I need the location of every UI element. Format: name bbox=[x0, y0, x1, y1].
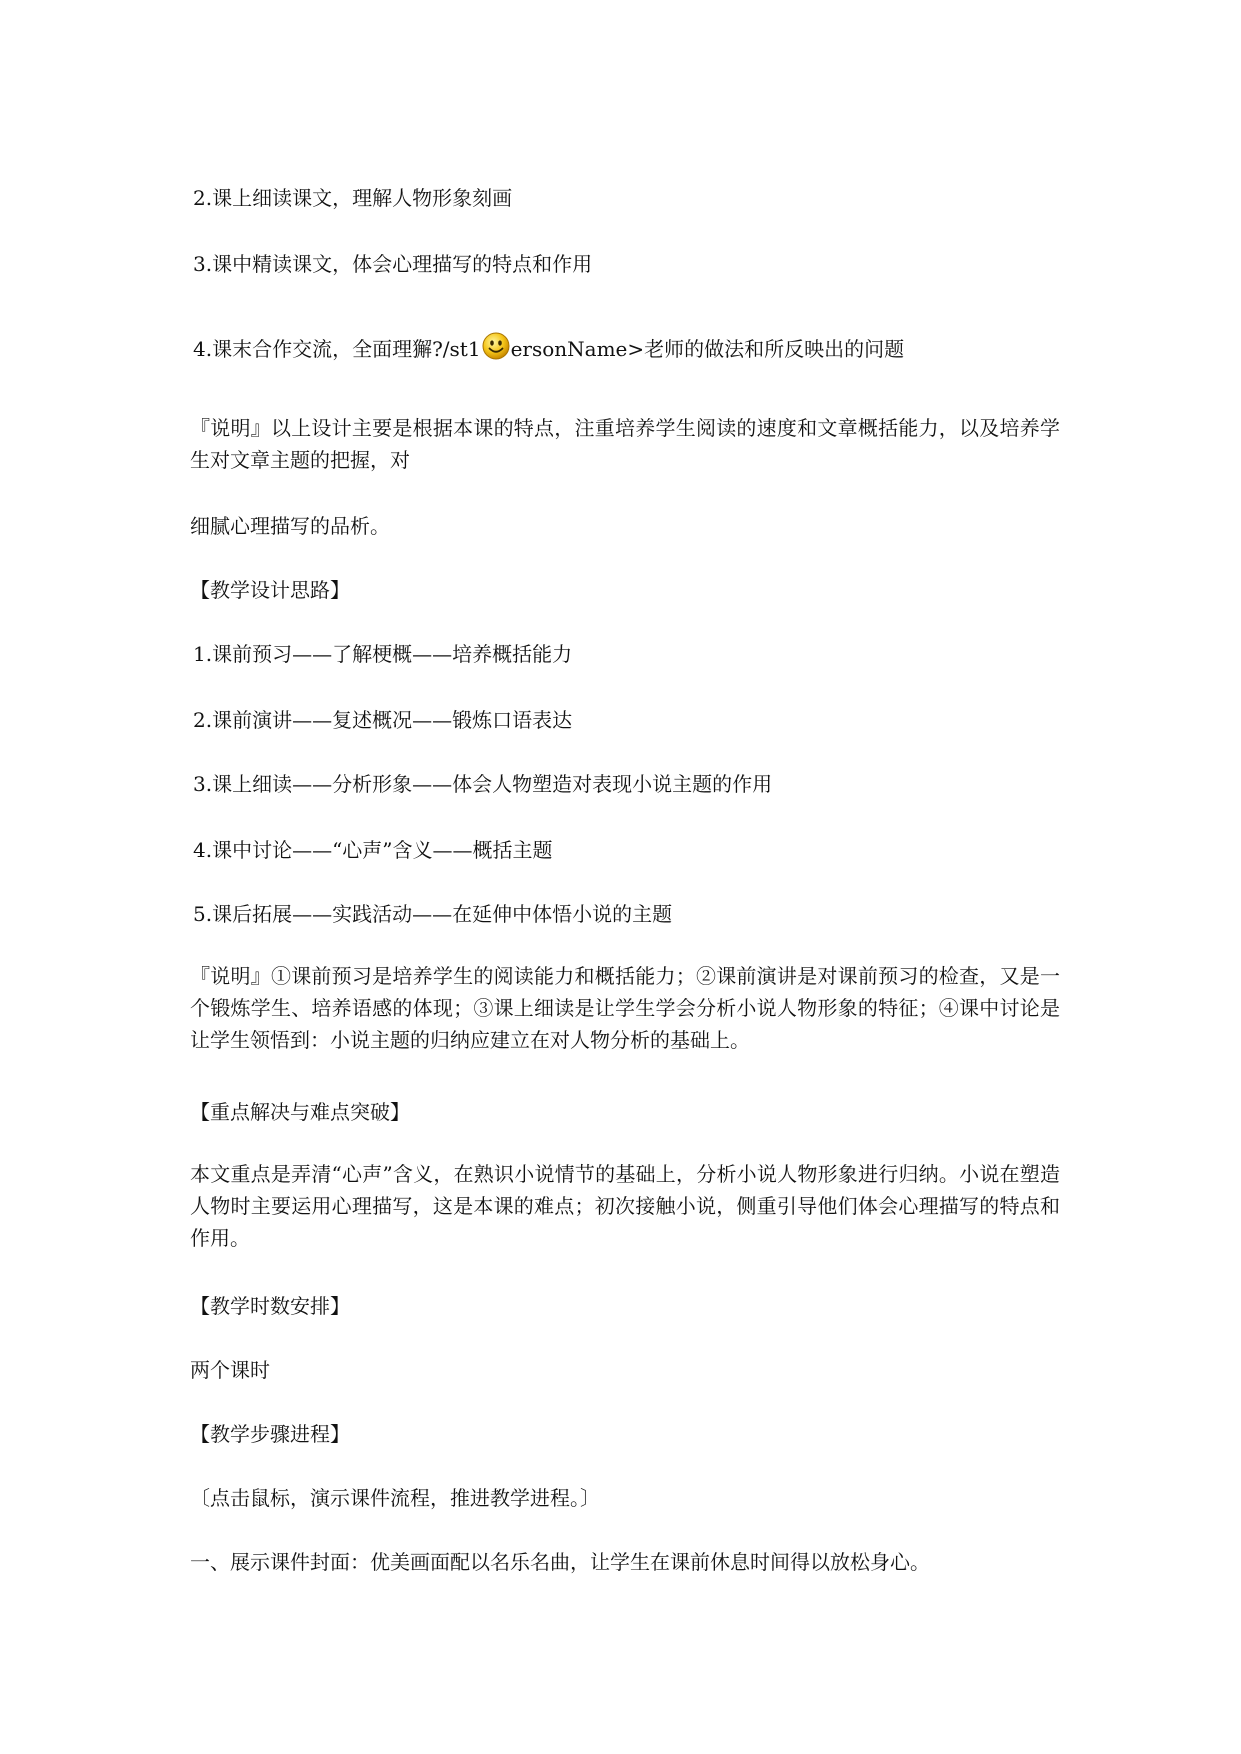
design-step-1: 1.课前预习——了解梗概——培养概括能力 bbox=[193, 642, 573, 666]
design-step-2: 2.课前演讲——复述概况——锻炼口语表达 bbox=[193, 708, 573, 732]
design-step-3: 3.课上细读——分析形象——体会人物塑造对表现小说主题的作用 bbox=[193, 772, 773, 796]
smiley-icon bbox=[482, 332, 510, 360]
heading-teaching-steps: 【教学步骤进程】 bbox=[190, 1422, 350, 1446]
key-points-paragraph: 本文重点是弄清“心声”含义，在熟识小说情节的基础上，分析小说人物形象进行归纳。小说在塑造人物时主要运用心理描写，这是本课的难点；初次接触小说，侧重引导他们体会心理描写的特点和作用。 bbox=[190, 1162, 1060, 1250]
design-step-5: 5.课后拓展——实践活动——在延伸中体悟小说的主题 bbox=[193, 902, 673, 926]
design-step-4: 4.课中讨论——“心声”含义——概括主题 bbox=[193, 838, 553, 862]
heading-teaching-hours: 【教学时数安排】 bbox=[190, 1294, 350, 1318]
heading-key-difficult-points: 【重点解决与难点突破】 bbox=[190, 1100, 410, 1124]
plan-line-4 bbox=[193, 332, 1073, 365]
plan-line-2: 2.课上细读课文，理解人物形象刻画 bbox=[193, 186, 513, 210]
plan-line-3: 3.课中精读课文，体会心理描写的特点和作用 bbox=[193, 252, 593, 276]
plan-line-4-end: ersonName>老师的做法和所反映出的问题 bbox=[510, 337, 905, 361]
steps-instruction: 〔点击鼠标，演示课件流程，推进教学进程。〕 bbox=[190, 1486, 600, 1510]
teaching-hours-text: 两个课时 bbox=[190, 1358, 270, 1382]
step-one-text: 一、展示课件封面：优美画面配以名乐名曲，让学生在课前休息时间得以放松身心。 bbox=[190, 1550, 930, 1574]
note-paragraph-1: 『说明』以上设计主要是根据本课的特点，注重培养学生阅读的速度和文章概括能力，以及培养学生对文章主题的把握，对 bbox=[190, 416, 1060, 472]
plan-line-4-start: 4.课末合作交流，全面理獬?/st1 bbox=[193, 337, 481, 361]
note-paragraph-1-continued: 细腻心理描写的品析。 bbox=[190, 514, 390, 538]
note-paragraph-2: 『说明』①课前预习是培养学生的阅读能力和概括能力；②课前演讲是对课前预习的检查，又是一个锻炼学生、培养语感的体现；③课上细读是让学生学会分析小说人物形象的特征；④课中讨论是让学生领悟到：小说主题的归纳应建立在对人物分析的基础上。 bbox=[190, 964, 1060, 1052]
heading-teaching-design: 【教学设计思路】 bbox=[190, 578, 350, 602]
